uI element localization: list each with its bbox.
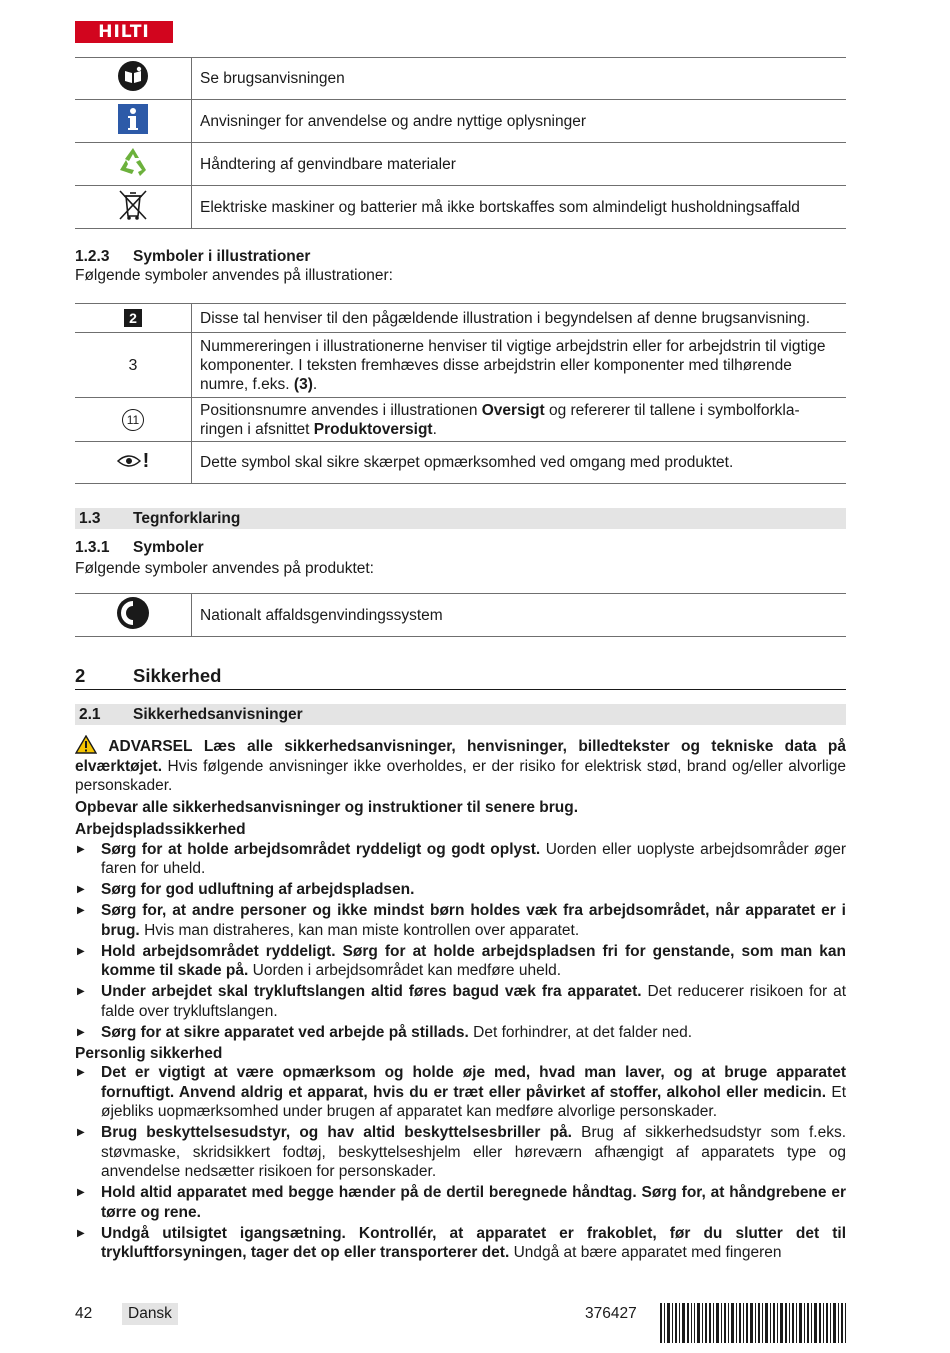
table-row — [75, 143, 846, 186]
table-row — [75, 333, 846, 398]
section-number: 1.3.1 — [75, 539, 110, 556]
table-cell-text: Disse tal henviser til den pågældende illustration i begyndelsen af denne brugsanvisning. — [192, 304, 847, 333]
table-row — [75, 398, 846, 442]
section-title: Sikkerhedsanvisninger — [133, 706, 303, 723]
list-item: ▶ Det er vigtigt at være opmærksom og holde øje med, hvad man laver, og at bruge apparatet fornuftigt. Anvend aldrig et apparat, hvis du er træt eller påvirket af stoffer, alkohol eller medicin. Et øjebliks uopmærksomhed under brugen af apparatet kan medføre alvorlige personskader. — [77, 1064, 847, 1120]
step-number-symbol: 3 — [128, 356, 138, 374]
chapter-heading-2 — [75, 665, 846, 690]
section-title: Tegnforklaring — [133, 510, 241, 527]
info-icon — [75, 100, 192, 143]
keep-instructions: Opbevar alle sikkerhedsanvisninger og instruktioner til senere brug. — [75, 798, 579, 816]
section-number: 1.3 — [79, 510, 101, 527]
symbols-table-general — [75, 57, 846, 229]
list-item: ▶ Hold arbejdsområdet ryddeligt. Sørg for at holde arbejdspladsen fri for genstande, som man kan komme til skade på. Uorden i arbejdsområdet kan medføre uheld. — [77, 942, 846, 979]
position-number-symbol: 11 — [122, 409, 144, 431]
list-item: ▶ Under arbejdet skal trykluftslangen altid føres bagud væk fra apparatet. Det reducerer risikoen for at falde over trykluftslangen. — [77, 983, 847, 1020]
list-item: ▶ Hold altid apparatet med begge hænder på de dertil beregnede håndtag. Sørg for, at håndgrebene er tørre og rene. — [77, 1184, 846, 1221]
table-row — [75, 100, 846, 143]
crossed-bin-icon — [75, 186, 192, 229]
list-item: ▶ Sørg for at holde arbejdsområdet ryddeligt og godt oplyst. Uorden eller uoplyste arbejdsområder øger faren for uheld. — [77, 840, 846, 877]
table-cell-text: Elektriske maskiner og batterier må ikke bortskaffes som almindeligt husholdningsaffald — [192, 186, 847, 229]
table-row — [75, 304, 846, 333]
list-item: ▶ Undgå utilsigtet igangsætning. Kontrollér, at apparatet er frakoblet, før du slutter det til trykluftforsyningen, tager det op eller transporterer det. Undgå at bære apparatet med fingeren — [77, 1224, 846, 1261]
chapter-title: Sikkerhed — [133, 665, 222, 686]
list-item: ▶ Sørg for at sikre apparatet ved arbejde på stillads. Det forhindrer, at det falder ned. — [77, 1023, 692, 1041]
section-heading-2-1 — [75, 704, 846, 725]
document-number: 376427 — [585, 1305, 637, 1322]
subheading-personal-safety: Personlig sikkerhed — [75, 1044, 223, 1062]
section-title: Symboler i illustrationer — [133, 248, 311, 265]
symbols-table-product — [75, 593, 846, 637]
barcode — [660, 1303, 846, 1343]
section-intro: Følgende symboler anvendes på illustrationer: — [75, 267, 393, 284]
table-cell-text: Nummereringen i illustrationerne henviser til vigtige arbejdstrin eller for arbejdstrin til vigtige komponenter. I teksten fremhæves disse arbejdstrin eller komponenter med tilhørende numre, f.eks. (3). — [192, 333, 847, 398]
table-cell-text: Anvisninger for anvendelse og andre nyttige oplysninger — [192, 100, 847, 143]
manual-icon — [75, 58, 192, 100]
table-cell-text: Dette symbol skal sikre skærpet opmærksomhed ved omgang med produktet. — [192, 442, 847, 484]
section-heading-1-3 — [75, 508, 846, 529]
language-label: Dansk — [122, 1303, 178, 1325]
table-cell-text: Håndtering af genvindbare materialer — [192, 143, 847, 186]
page-number: 42 — [75, 1305, 93, 1322]
subheading-work-safety: Arbejdspladssikkerhed — [75, 821, 246, 838]
warning-icon — [75, 735, 97, 754]
figure-number-symbol: 2 — [124, 309, 142, 327]
section-title: Symboler — [133, 539, 204, 556]
recycle-icon — [75, 143, 192, 186]
section-intro: Følgende symboler anvendes på produktet: — [75, 560, 374, 577]
warning-label: ADVARSEL — [108, 738, 193, 755]
list-item: ▶ Sørg for god udluftning af arbejdspladsen. — [77, 881, 415, 898]
section-heading-1-3-1 — [75, 539, 846, 557]
section-heading-1-2-3 — [75, 248, 846, 266]
personal-safety-list — [75, 1063, 846, 1263]
table-row — [75, 186, 846, 229]
eye-attention-icon: ! — [117, 452, 150, 471]
table-row — [75, 442, 846, 484]
table-cell-text: Nationalt affaldsgenvindingssystem — [192, 594, 847, 637]
section-number: 2.1 — [79, 706, 101, 723]
work-safety-list — [75, 840, 846, 1043]
section-number: 1.2.3 — [75, 248, 110, 265]
green-dot-icon — [75, 594, 192, 637]
table-row — [75, 594, 846, 637]
list-item: ▶ Brug beskyttelsesudstyr, og hav altid beskyttelsesbriller på. Brug af sikkerhedsudstyr som f.eks. støvmaske, skridsikkert fodtøj, beskyttelseshjelm eller høreværn afhængigt af apparatets type og anvendelse nedsætter risikoen for personskader. — [77, 1124, 846, 1180]
table-cell-text: Se brugsanvisningen — [192, 58, 847, 100]
symbols-table-illustrations — [75, 303, 846, 484]
list-item: ▶ Sørg for, at andre personer og ikke mindst børn holdes væk fra arbejdsområdet, når apparatet er i brug. Hvis man distraheres, kan man miste kontrollen over apparatet. — [77, 902, 846, 939]
hilti-logo: HILTI — [75, 21, 173, 43]
chapter-number: 2 — [75, 665, 86, 686]
page-footer — [0, 1303, 950, 1343]
table-cell-text: Positionsnumre anvendes i illustrationen Oversigt og refererer til tallene i symbolforkla-ringen i afsnittet Produktoversigt. — [192, 398, 847, 442]
table-row — [75, 58, 846, 100]
warning-paragraph: ADVARSEL Læs alle sikkerhedsanvisninger, henvisninger, billedtekster og tekniske data på elværktøjet. Hvis følgende anvisninger ikke overholdes, er der risiko for elektrisk stød, brand og/eller alvorlige personskader. — [75, 735, 846, 796]
